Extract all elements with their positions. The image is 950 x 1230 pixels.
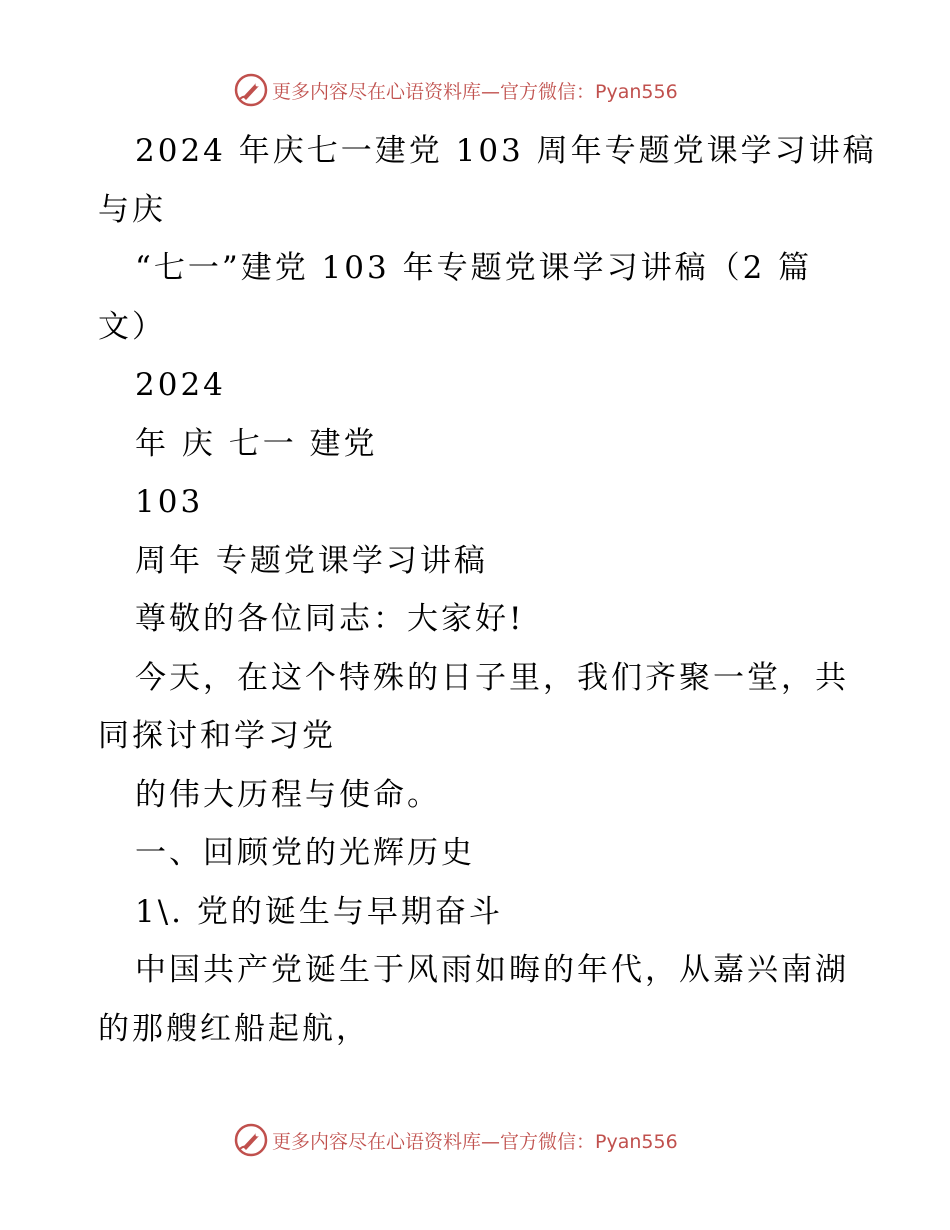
section-heading-1: 一、回顾党的光辉历史	[135, 835, 475, 871]
header-text	[272, 77, 678, 104]
header-dash: —	[481, 80, 501, 103]
footer-text	[272, 1127, 678, 1154]
footer-dash: —	[481, 1130, 501, 1153]
footer-banner	[0, 1120, 950, 1160]
title-line-2: 与庆	[98, 191, 166, 228]
pen-nib-logo-icon	[234, 73, 268, 107]
title-line-3: “七一”建党 103 年专题党课学习讲稿（2 篇	[135, 250, 813, 286]
header-brand-text: 更多内容尽在心语资料库	[272, 80, 482, 103]
heading-event: 年 庆 七一 建党	[135, 425, 378, 462]
paragraph-2-line-2: 的那艘红船起航，	[98, 1010, 370, 1047]
paragraph-2-line-1: 中国共产党诞生于风雨如晦的年代，从嘉兴南湖	[135, 952, 849, 988]
header-banner-content	[234, 72, 678, 108]
pen-nib-logo-icon	[234, 1123, 268, 1157]
footer-banner-content	[234, 1122, 678, 1158]
subsection-heading-1: 1\. 党的诞生与早期奋斗	[135, 893, 503, 930]
heading-number: 103	[135, 484, 204, 520]
heading-subtitle: 周年 专题党课学习讲稿	[135, 542, 488, 579]
paragraph-1-line-3: 的伟大历程与使命。	[135, 776, 441, 813]
paragraph-1-line-2: 同探讨和学习党	[98, 718, 336, 754]
header-banner	[0, 70, 950, 110]
footer-brand-text: 更多内容尽在心语资料库	[272, 1130, 482, 1153]
title-line-4: 文）	[98, 308, 166, 345]
footer-wechat-text: 官方微信：Pyan556	[500, 1130, 678, 1153]
document-body	[98, 122, 877, 1058]
greeting: 尊敬的各位同志：大家好!	[135, 601, 525, 637]
paragraph-1-line-1: 今天，在这个特殊的日子里，我们齐聚一堂，共	[135, 659, 849, 696]
heading-year: 2024	[135, 367, 226, 403]
header-wechat-text: 官方微信：Pyan556	[500, 80, 678, 103]
title-line-1: 2024 年庆七一建党 103 周年专题党课学习讲稿	[135, 133, 877, 169]
